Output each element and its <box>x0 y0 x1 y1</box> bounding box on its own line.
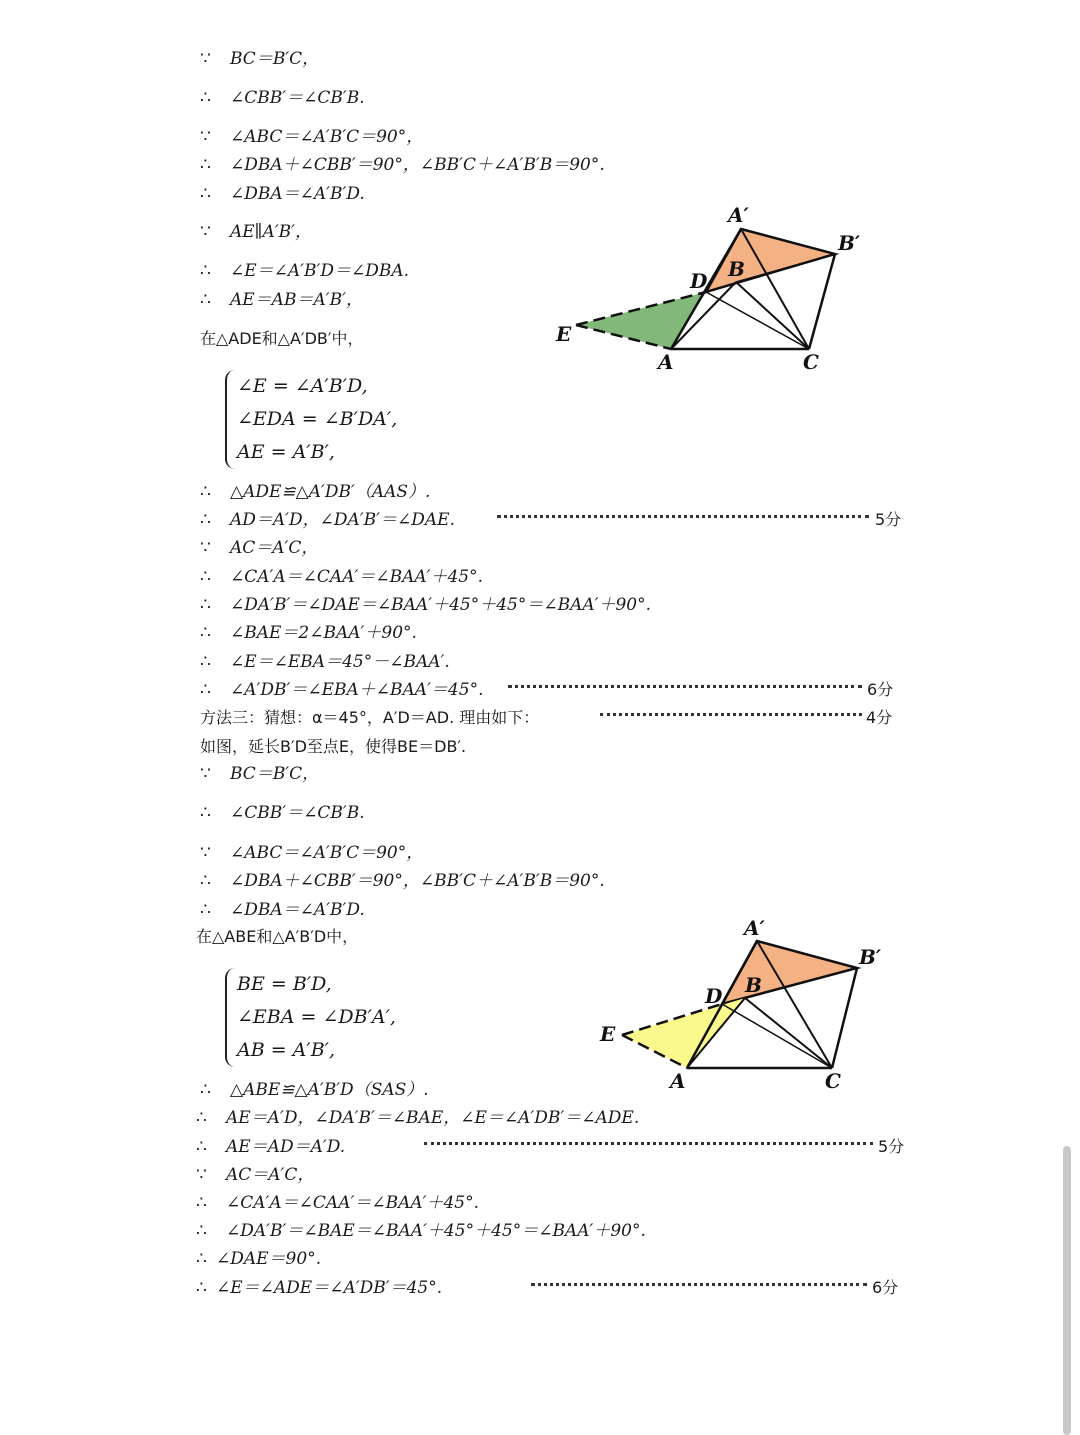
label-a-prime: A′ <box>744 916 765 940</box>
proof-line: ∴ ∠CBB′＝∠CB′B. <box>200 803 365 823</box>
proof-line: ∴ ∠DBA＝∠A′B′D. <box>200 900 365 920</box>
label-c: C <box>803 350 819 374</box>
proof-line: ∴ AE＝A′D，∠DA′B′＝∠BAE，∠E＝∠A′DB′＝∠ADE. <box>196 1108 640 1128</box>
proof-line: ∴ ∠DAE＝90°. <box>196 1249 322 1269</box>
segment-d-c <box>722 1004 832 1068</box>
proof-line: ∵ ∠ABC＝∠A′B′C＝90°， <box>200 127 424 147</box>
triangle-a-b-e <box>622 998 745 1068</box>
proof-line: 在△ADE和△A′DB′中， <box>200 329 364 348</box>
proof-line: ∴ △ABE≌△A′B′D（SAS）. <box>200 1080 429 1100</box>
system-row: ∠EDA = ∠B′DA′, <box>237 408 398 430</box>
proof-line: ∴ ∠E＝∠EBA＝45°－∠BAA′. <box>200 652 450 672</box>
segment-b-c <box>745 998 832 1068</box>
system-row: ∠EBA = ∠DB′A′, <box>237 1006 396 1028</box>
proof-line: ∴ ∠E＝∠A′B′D＝∠DBA. <box>200 261 410 281</box>
label-b-prime: B′ <box>859 945 882 969</box>
proof-line: ∴ ∠DBA＋∠CBB′＝90°，∠BB′C＋∠A′B′B＝90°. <box>200 155 605 175</box>
label-a: A <box>658 350 674 374</box>
proof-line: ∴ ∠E＝∠ADE＝∠A′DB′＝45°. <box>196 1278 443 1298</box>
segment-c-b-prime <box>832 968 857 1068</box>
proof-line: ∴ ∠DBA＝∠A′B′D. <box>200 184 365 204</box>
proof-line: ∴ AE＝AD＝A′D. <box>196 1137 346 1157</box>
label-e: E <box>556 322 572 346</box>
proof-line: ∵ ∠ABC＝∠A′B′C＝90°， <box>200 843 424 863</box>
proof-line: ∵ AC＝A′C， <box>200 538 319 558</box>
proof-line: ∴ ∠CBB′＝∠CB′B. <box>200 88 365 108</box>
system-row: AE = A′B′, <box>237 441 335 463</box>
system-row: ∠E = ∠A′B′D, <box>237 375 368 397</box>
score-mark: 4分 <box>866 708 893 727</box>
label-b: B <box>728 257 745 281</box>
label-d: D <box>690 269 708 293</box>
proof-line: ∵ AE∥A′B′， <box>200 222 313 242</box>
proof-line: 在△ABE和△A′B′D中， <box>196 927 359 946</box>
label-c: C <box>825 1069 841 1093</box>
proof-line: ∴ AE＝AB＝A′B′， <box>200 290 363 310</box>
proof-line: ∴ ∠DBA＋∠CBB′＝90°，∠BB′C＋∠A′B′B＝90°. <box>200 871 605 891</box>
label-b-prime: B′ <box>838 231 861 255</box>
scrollbar[interactable] <box>1063 1146 1071 1435</box>
proof-line: ∵ BC＝B′C， <box>200 49 320 69</box>
system-row: AB = A′B′, <box>237 1039 336 1061</box>
method-heading: 方法三：猜想：α＝45°，A′D＝AD. 理由如下： <box>200 708 540 727</box>
score-mark: 5分 <box>878 1137 905 1156</box>
score-mark: 5分 <box>875 510 902 529</box>
score-mark: 6分 <box>867 680 894 699</box>
proof-line: ∴ ∠BAE＝2∠BAA′＋90°. <box>200 623 417 643</box>
proof-line: ∴ △ADE≌△A′DB′（AAS）. <box>200 482 431 502</box>
proof-line: ∴ AD＝A′D，∠DA′B′＝∠DAE. <box>200 510 456 530</box>
proof-line: ∴ ∠DA′B′＝∠DAE＝∠BAA′＋45°＋45°＝∠BAA′＋90°. <box>200 595 652 615</box>
proof-line: ∴ ∠DA′B′＝∠BAE＝∠BAA′＋45°＋45°＝∠BAA′＋90°. <box>196 1221 646 1241</box>
proof-line: ∴ ∠CA′A＝∠CAA′＝∠BAA′＋45°. <box>196 1193 480 1213</box>
proof-line: ∵ AC＝A′C， <box>196 1165 315 1185</box>
label-d: D <box>705 984 723 1008</box>
label-a: A <box>670 1069 686 1093</box>
proof-line: ∵ BC＝B′C， <box>200 764 320 784</box>
proof-line: ∴ ∠A′DB′＝∠EBA＋∠BAA′＝45°. <box>200 680 484 700</box>
proof-line: ∴ ∠CA′A＝∠CAA′＝∠BAA′＋45°. <box>200 567 484 587</box>
label-a-prime: A′ <box>728 203 749 227</box>
label-b: B <box>745 973 762 997</box>
system-row: BE = B′D, <box>237 973 332 995</box>
proof-line: 如图，延长B′D至点E，使得BE＝DB′. <box>200 737 467 756</box>
score-mark: 6分 <box>872 1278 899 1297</box>
label-e: E <box>600 1022 616 1046</box>
